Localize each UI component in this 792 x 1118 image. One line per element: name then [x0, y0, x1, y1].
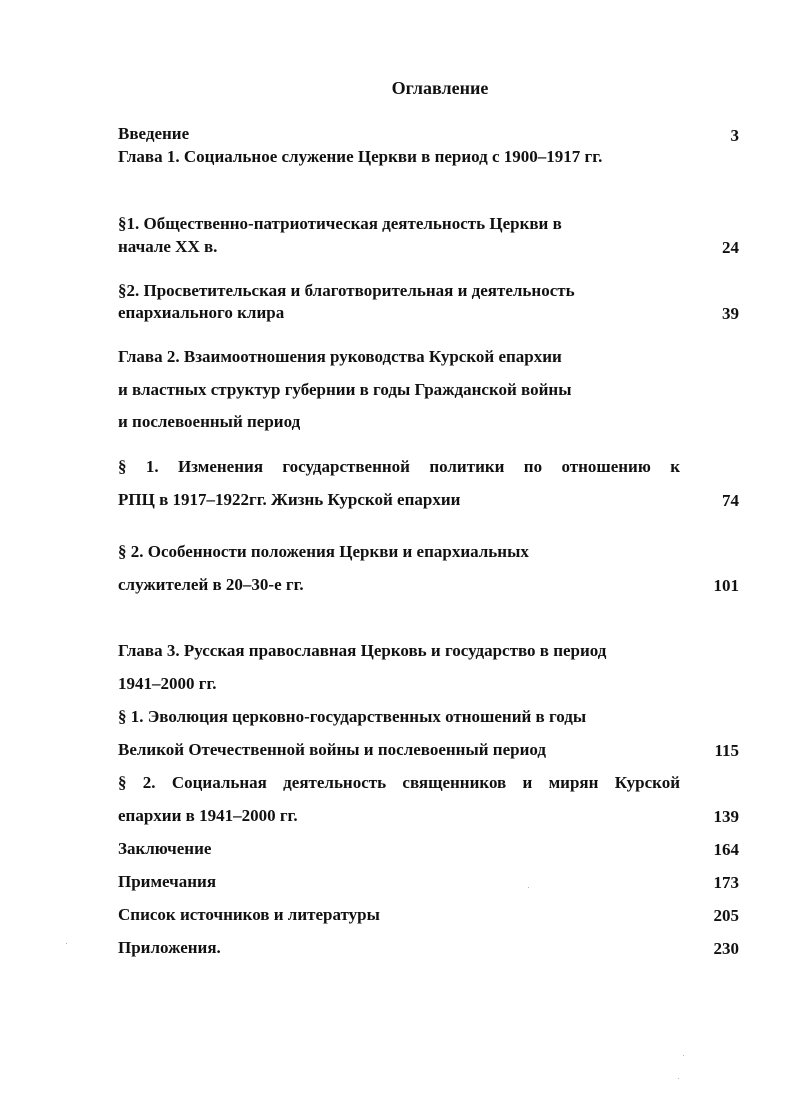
scan-speck: [66, 943, 67, 944]
toc-entry-chapter-2-line-2: и властных структур губернии в годы Гражданской войны: [118, 380, 572, 399]
toc-page-ch2-section-2: 101: [713, 576, 739, 595]
toc-entry-ch1-section-2-line-1: §2. Просветительская и благотворительная и деятельность: [118, 281, 575, 300]
toc-entry-ch1-section-1-line-1: §1. Общественно-патриотическая деятельность Церкви в: [118, 214, 562, 233]
toc-entry-ch2-section-1-line-2: РПЦ в 1917–1922гг. Жизнь Курской епархии: [118, 490, 461, 509]
toc-entry-ch3-section-2-line-2: епархии в 1941–2000 гг.: [118, 806, 298, 825]
toc-entry-appendix: Приложения.: [118, 938, 221, 957]
toc-entry-ch2-section-2-line-2: служителей в 20–30-е гг.: [118, 575, 304, 594]
toc-entry-ch3-section-1-line-1: § 1. Эволюция церковно-государственных отношений в годы: [118, 707, 587, 726]
toc-page-ch3-section-2: 139: [713, 807, 739, 826]
toc-page-sources: 205: [713, 906, 739, 925]
toc-entry-ch1-section-1-line-2: начале XX в.: [118, 237, 218, 256]
toc-page-notes: 173: [713, 873, 739, 892]
toc-entry-notes: Примечания: [118, 872, 217, 891]
toc-page-ch1-section-2: 39: [722, 304, 739, 323]
toc-entry-conclusion: Заключение: [118, 839, 212, 858]
toc-entry-chapter-3-line-1: Глава 3. Русская православная Церковь и государство в период: [118, 641, 607, 660]
toc-entry-ch2-section-2-line-1: § 2. Особенности положения Церкви и епархиальных: [118, 542, 529, 561]
toc-entry-intro: Введение: [118, 124, 190, 143]
toc-page-appendix: 230: [713, 939, 739, 958]
toc-page-ch2-section-1: 74: [722, 491, 739, 510]
toc-entry-sources: Список источников и литературы: [118, 905, 380, 924]
toc-page-intro: 3: [730, 126, 739, 145]
scan-speck: [678, 1078, 679, 1079]
toc-entry-ch1-section-2-line-2: епархиального клира: [118, 303, 285, 322]
toc-entry-ch2-section-1-line-1: § 1. Изменения государственной политики по отношению к: [118, 457, 680, 476]
toc-page-ch3-section-1: 115: [714, 741, 739, 760]
scan-speck: [528, 887, 529, 888]
toc-entry-chapter-2-line-3: и послевоенный период: [118, 412, 301, 431]
scan-speck: [683, 1055, 684, 1056]
toc-title: Оглавление: [391, 78, 489, 98]
toc-page-ch1-section-1: 24: [722, 238, 739, 257]
toc-page-conclusion: 164: [713, 840, 739, 859]
toc-entry-chapter-1: Глава 1. Социальное служение Церкви в период с 1900–1917 гг.: [118, 147, 603, 166]
toc-entry-ch3-section-1-line-2: Великой Отечественной войны и послевоенный период: [118, 740, 546, 759]
toc-entry-chapter-3-line-2: 1941–2000 гг.: [118, 674, 217, 693]
toc-entry-chapter-2-line-1: Глава 2. Взаимоотношения руководства Курской епархии: [118, 347, 562, 366]
toc-entry-ch3-section-2-line-1: § 2. Социальная деятельность священников и мирян Курской: [118, 773, 680, 792]
